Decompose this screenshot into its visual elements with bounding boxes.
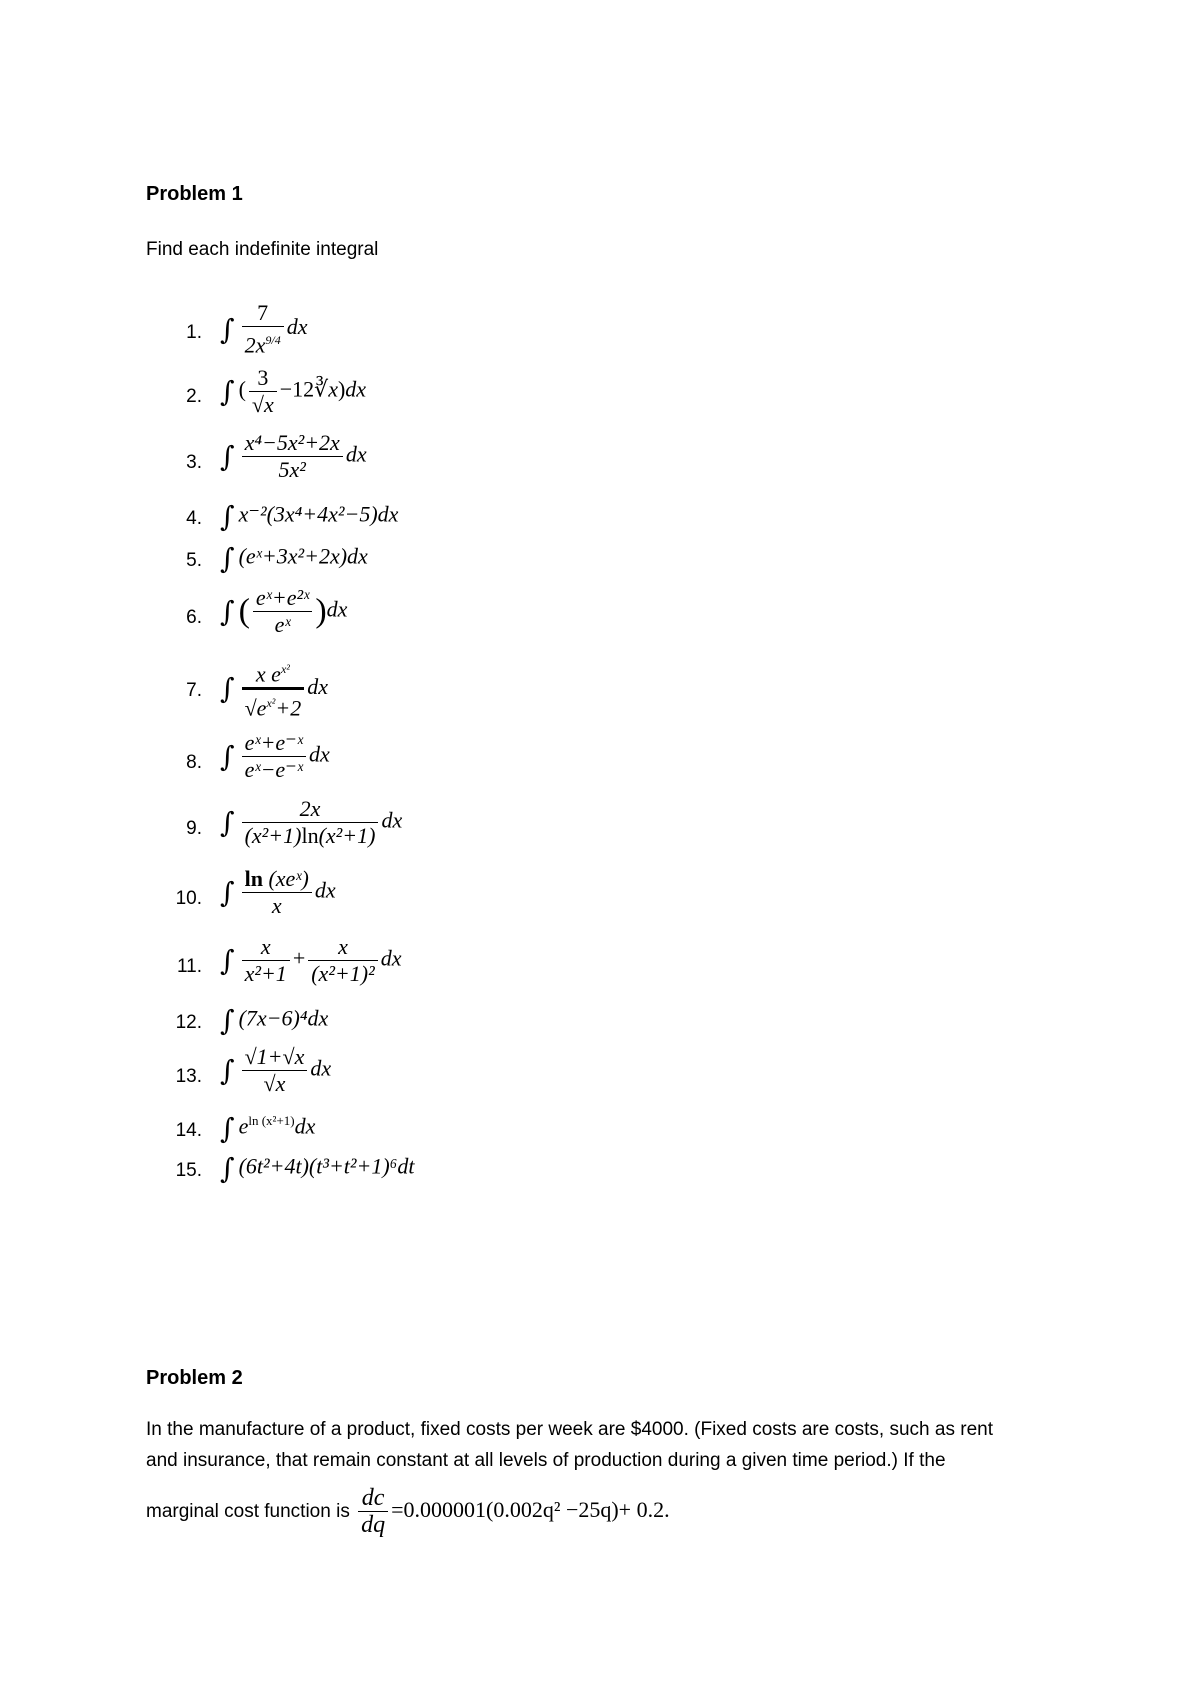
item-number: 6. (186, 607, 202, 628)
item-number: 13. (175, 1066, 202, 1087)
item-number: 14. (175, 1120, 202, 1141)
integral-expression: ∫ $\frac{√1+√x}{√x}$ dx (220, 1044, 332, 1096)
problem2-text-prefix: marginal cost function is (146, 1501, 350, 1522)
integral-expression: ∫ ( $\frac{3}{√x}$ −12∛x)dx (220, 365, 367, 417)
integral-expression: ∫ ( $\frac{\text{eˣ+e²ˣ}}{\text{eˣ}}$ )dx (220, 585, 348, 637)
item-number: 3. (186, 452, 202, 473)
integral-expression: ∫ $\frac{x e^{x^2}}{√e^{x^2}+2}$ dx (220, 656, 328, 722)
item-number: 15. (175, 1160, 202, 1181)
derivative-fraction: $\frac{dc}{dq}$ (358, 1485, 388, 1538)
item-number: 9. (186, 818, 202, 839)
item-number: 5. (186, 550, 202, 571)
item-number: 4. (186, 508, 202, 529)
problem2-heading: Problem 2 (146, 1367, 243, 1389)
marginal-cost-formula: =0.000001(0.002q² −25q)+ 0.2. (391, 1497, 670, 1522)
problem1-heading: Problem 1 (146, 183, 243, 205)
integral-expression: ∫ x⁻²(3x⁴+4x²−5)dx (220, 500, 399, 533)
integral-expression: ∫ (6t²+4t)(t³+t²+1)⁶dt (220, 1152, 415, 1185)
item-number: 11. (176, 956, 202, 977)
integral-expression: ∫ $\frac{\text{eˣ+e⁻ˣ}}{\text{eˣ−e⁻ˣ}}$ dx (220, 730, 330, 782)
item-number: 12. (175, 1012, 202, 1033)
item-number: 2. (186, 386, 202, 407)
integral-expression: ∫ $\frac{2x}{\text{(x²+1)ln(x²+1)}}$ dx (220, 796, 403, 848)
integral-expression: ∫ $\frac{\text{x⁴−5x²+2x}}{\text{5x²}}$ dx (220, 430, 367, 482)
integral-expression: ∫ (eˣ+3x²+2x)dx (220, 542, 368, 575)
item-number: 7. (186, 680, 202, 701)
item-number: 1. (186, 322, 202, 343)
integral-expression: ∫ $e^{ln (x^2+1)}dx$ (220, 1112, 316, 1145)
integral-expression: ∫ $\frac{7}{2x^{9/4}}$ dx (220, 300, 308, 358)
problem2-text-line3 (146, 1480, 1086, 1542)
problem1-instruction: Find each indefinite integral (146, 239, 379, 260)
item-number: 10. (175, 888, 202, 909)
item-number: 8. (186, 752, 202, 773)
integral-expression: ∫ (7x−6)⁴dx (220, 1004, 329, 1037)
problem2-text-line1: In the manufacture of a product, fixed costs per week are $4000. (Fixed costs are costs, such as rent (146, 1419, 993, 1440)
integral-expression: ∫ $\frac{x}{\text{x²+1}}$ + $\frac{x}{\text{(x²+1)²}}$ dx (220, 934, 402, 986)
problem2-text-line2: and insurance, that remain constant at all levels of production during a given time period.) If the (146, 1450, 946, 1471)
integral-expression: ∫ $\frac{\text{ln (xeˣ)}}{x}$ dx (220, 866, 336, 918)
